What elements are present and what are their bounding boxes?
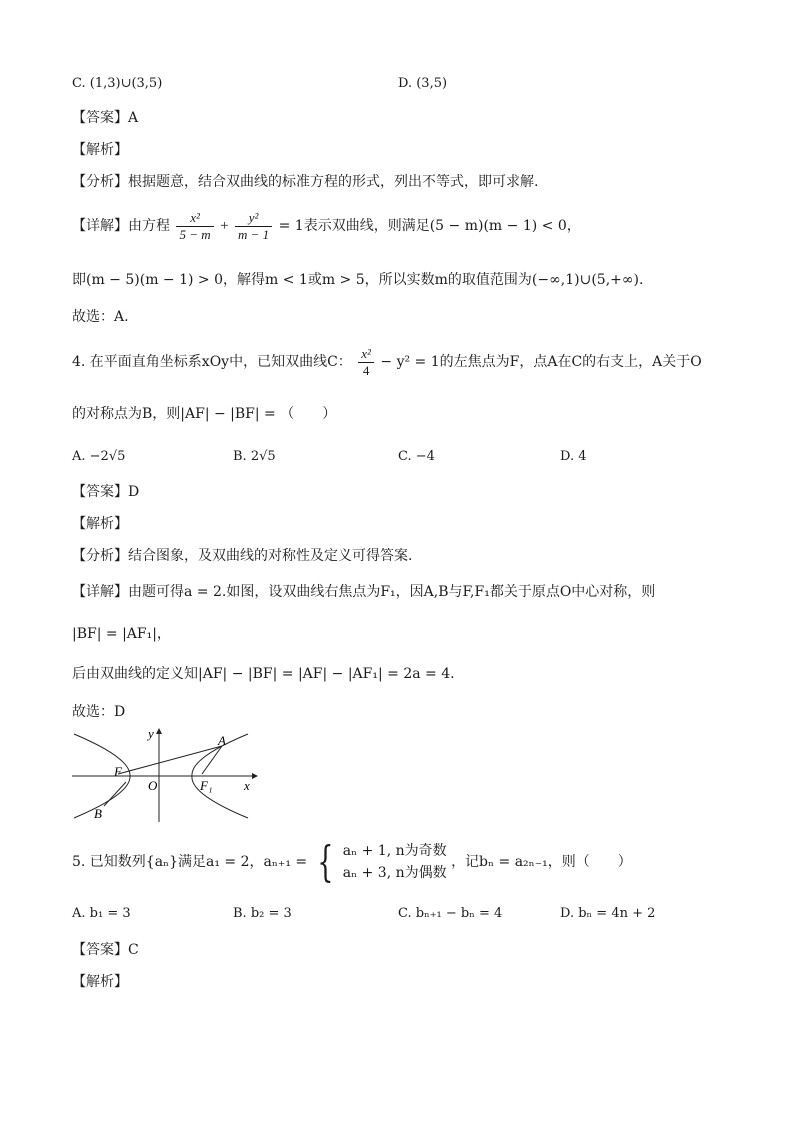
q4-stem-part2: − y² = 1的左焦点为F，点A在C的右支上，A关于O [380,354,702,370]
q4-stem-line1 [72,344,702,380]
q3-analysis-heading: 【解析】 [72,142,128,158]
q3-fraction-1 [176,210,213,243]
x-axis-arrow [252,773,258,779]
label-B: B [94,806,102,821]
q3-fraction-2-denominator: m − 1 [238,226,270,242]
q5-option-c: C. bₙ₊₁ − bₙ = 4 [398,906,503,921]
q3-detail-prefix: 【详解】由方程 [72,218,170,234]
label-A: A [218,733,226,748]
q3-plus-sign: + [220,218,229,234]
q5-case-even: aₙ + 3, n为偶数 [342,865,447,881]
label-O: O [148,778,158,793]
q5-stem-part1: 5. 已知数列{aₙ}满足a₁ = 2，aₙ₊₁ = [72,854,308,870]
q3-fraction-2-numerator: y² [235,210,272,227]
q3-option-d: D. (3,5) [398,76,448,91]
q4-stem-part1: 4. 在平面直角坐标系xOy中，已知双曲线C： [72,354,352,370]
q5-option-d: D. bₙ = 4n + 2 [560,906,656,921]
q3-answer: 【答案】A [72,110,139,126]
q5-answer: 【答案】C [72,942,139,958]
q3-option-c: C. (1,3)∪(3,5) [72,76,163,91]
q4-stem-line2: 的对称点为B，则|AF| − |BF| = （ ） [72,406,337,422]
q3-detail-suffix: = 1表示双曲线，则满足(5 − m)(m − 1) < 0， [278,218,581,234]
label-x: x [244,778,250,793]
hyperbola-figure [66,726,266,826]
q4-option-a: A. −2√5 [72,449,126,464]
q4-stem-fraction [358,346,374,379]
q3-fraction-2 [235,210,272,243]
q5-option-a: A. b₁ = 3 [72,906,131,921]
q4-conclusion: 故选：D [72,704,126,720]
label-F: F [114,764,122,779]
q5-case-odd: aₙ + 1, n为奇数 [342,843,447,859]
segment-BF [104,782,126,806]
q5-analysis-heading: 【解析】 [72,974,128,990]
q3-detail-line1 [72,208,581,244]
q4-analysis: 【分析】结合图象，及双曲线的对称性及定义可得答案. [72,548,413,564]
q5-option-b: B. b₂ = 3 [233,906,292,921]
q4-detail-line1: 【详解】由题可得a = 2.如图，设双曲线右焦点为F₁，因A,B与F,F₁都关于原点O中心对称，则 [72,584,656,600]
q3-fraction-1-numerator: x² [176,210,213,227]
q4-stem-fraction-numerator: x² [358,346,374,363]
q5-cases [343,840,447,884]
left-brace-icon: { [316,837,333,886]
y-axis-arrow [156,728,162,734]
q4-detail-line2: |BF| = |AF₁|， [72,626,171,642]
q3-conclusion: 故选：A. [72,309,129,325]
q4-detail-line3: 后由双曲线的定义知|AF| − |BF| = |AF| − |AF₁| = 2a = 4. [72,666,455,682]
q3-detail-line2: 即(m − 5)(m − 1) > 0，解得m < 1或m > 5，所以实数m的取值范围为(−∞,1)∪(5,+∞). [72,272,644,288]
label-F1: F₁ [200,778,213,793]
q4-stem-fraction-denominator: 4 [362,362,370,378]
q3-fraction-1-denominator: 5 − m [179,226,211,242]
q3-analysis: 【分析】根据题意，结合双曲线的标准方程的形式，列出不等式，即可求解. [72,174,539,190]
q4-option-c: C. −4 [398,449,435,464]
q4-answer: 【答案】D [72,484,140,500]
q4-option-b: B. 2√5 [233,449,276,464]
label-y: y [148,726,154,741]
q4-analysis-heading: 【解析】 [72,516,128,532]
q5-stem [72,838,632,886]
q4-option-d: D. 4 [560,449,587,464]
segment-FA [118,746,222,774]
q5-stem-part2: ，记bₙ = a₂ₙ₋₁，则（ ） [451,854,632,870]
